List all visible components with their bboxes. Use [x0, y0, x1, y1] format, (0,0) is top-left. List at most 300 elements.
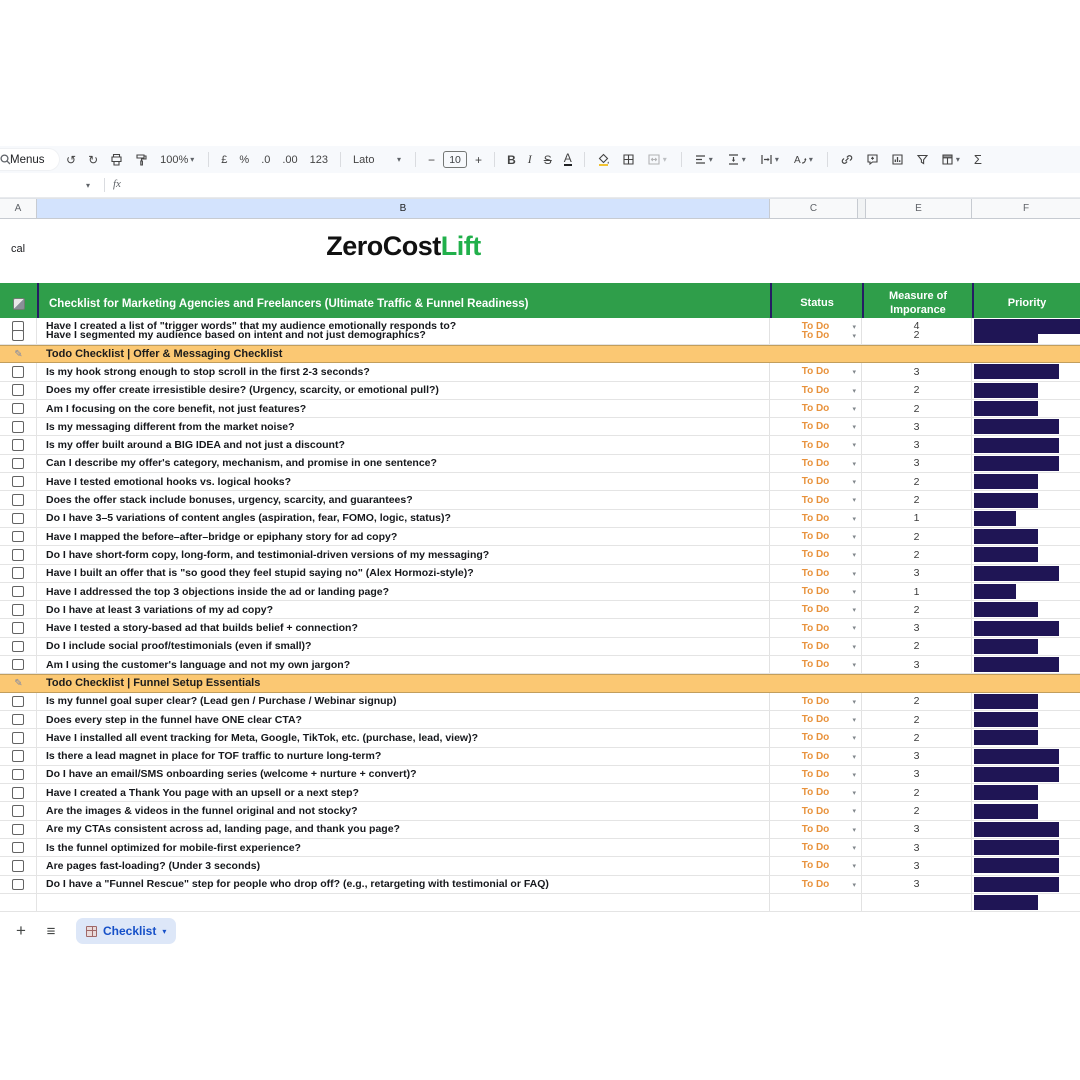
title-band	[0, 219, 1080, 283]
status-dropdown-icon[interactable]: ▾	[852, 533, 856, 541]
status-value: To Do	[801, 659, 830, 671]
question-cell-text: Are pages fast-loading? (Under 3 seconds)	[46, 859, 261, 872]
status-cell[interactable]	[770, 583, 862, 600]
status-cell[interactable]	[770, 821, 862, 838]
question-cell[interactable]	[37, 583, 770, 600]
priority-cell[interactable]	[972, 839, 1080, 856]
question-cell[interactable]	[37, 363, 770, 380]
question-cell[interactable]	[37, 693, 770, 710]
table-row	[0, 802, 1080, 820]
horizontal-align-icon[interactable]	[688, 149, 721, 171]
checkbox-cell	[0, 327, 37, 344]
status-cell[interactable]	[770, 510, 862, 527]
brand-black: ZeroCost	[326, 231, 441, 261]
status-dropdown-icon[interactable]: ▾	[852, 332, 856, 340]
font-size-input[interactable]: 10	[443, 151, 467, 168]
redo-icon[interactable]: ↻	[88, 152, 99, 167]
measure-cell[interactable]	[862, 400, 972, 417]
checkbox[interactable]	[12, 879, 24, 891]
paint-format-icon[interactable]	[129, 149, 154, 171]
priority-cell[interactable]	[972, 436, 1080, 453]
question-cell[interactable]	[37, 510, 770, 527]
measure-value: 2	[913, 329, 920, 342]
measure-cell[interactable]	[862, 565, 972, 582]
question-cell-text: Do I have short-form copy, long-form, and testimonial-driven versions of my messaging?	[46, 548, 490, 561]
status-dropdown-icon[interactable]: ▾	[852, 323, 856, 331]
status-dropdown-icon[interactable]: ▾	[852, 497, 856, 505]
priority-bar	[974, 401, 1038, 416]
priority-cell[interactable]	[972, 418, 1080, 435]
decrease-font-size-button[interactable]: −	[428, 152, 436, 167]
italic-button[interactable]: I	[527, 152, 532, 166]
bold-button[interactable]: B	[507, 152, 516, 167]
checkbox-cell	[0, 473, 37, 490]
priority-bar	[974, 383, 1038, 398]
checkbox-cell	[0, 546, 37, 563]
checkbox[interactable]	[12, 384, 24, 396]
priority-cell[interactable]	[972, 766, 1080, 783]
checkbox[interactable]	[12, 494, 24, 506]
priority-cell[interactable]	[972, 491, 1080, 508]
priority-cell[interactable]	[972, 693, 1080, 710]
question-cell[interactable]	[37, 766, 770, 783]
priority-bar	[974, 749, 1059, 764]
priority-cell[interactable]	[972, 327, 1080, 344]
checkbox[interactable]	[12, 366, 24, 378]
grid	[0, 320, 1080, 897]
insert-chart-icon[interactable]	[885, 149, 910, 171]
priority-cell[interactable]	[972, 455, 1080, 472]
status-value: To Do	[801, 512, 830, 524]
text-color-button[interactable]	[558, 149, 578, 171]
priority-cell[interactable]	[972, 656, 1080, 673]
measure-value: 2	[913, 731, 920, 744]
status-value: To Do	[801, 384, 830, 396]
priority-cell[interactable]	[972, 784, 1080, 801]
priority-cell[interactable]	[972, 473, 1080, 490]
zoom-button[interactable]	[154, 149, 202, 171]
priority-cell[interactable]	[972, 638, 1080, 655]
priority-cell[interactable]	[972, 748, 1080, 765]
status-dropdown-icon[interactable]: ▾	[852, 716, 856, 724]
status-dropdown-icon[interactable]: ▾	[852, 826, 856, 834]
checkbox[interactable]	[12, 622, 24, 634]
measure-value: 2	[913, 695, 920, 708]
checkbox[interactable]	[12, 513, 24, 525]
status-cell[interactable]	[770, 619, 862, 636]
status-value: To Do	[801, 768, 830, 780]
checkbox[interactable]	[12, 403, 24, 415]
question-cell[interactable]	[37, 528, 770, 545]
measure-cell[interactable]	[862, 601, 972, 618]
text-rotation-icon[interactable]	[787, 149, 821, 171]
measure-value: 3	[913, 750, 920, 763]
status-dropdown-icon[interactable]: ▾	[852, 460, 856, 468]
measure-cell[interactable]	[862, 455, 972, 472]
borders-icon[interactable]	[616, 149, 641, 171]
status-cell[interactable]	[770, 839, 862, 856]
sheet-tab-label: Checklist	[103, 924, 157, 938]
priority-cell[interactable]	[972, 876, 1080, 893]
status-cell[interactable]	[770, 748, 862, 765]
priority-bar	[974, 822, 1059, 837]
status-value: To Do	[801, 714, 830, 726]
priority-bar	[974, 493, 1038, 508]
status-dropdown-icon[interactable]: ▾	[852, 405, 856, 413]
status-cell[interactable]	[770, 418, 862, 435]
checkbox[interactable]	[12, 860, 24, 872]
table-header-priority-cell[interactable]: Priority	[972, 283, 1080, 325]
measure-cell[interactable]	[862, 748, 972, 765]
status-value: To Do	[801, 622, 830, 634]
status-cell[interactable]	[770, 400, 862, 417]
question-cell[interactable]	[37, 418, 770, 435]
checkbox[interactable]	[12, 567, 24, 579]
increase-font-size-button[interactable]: +	[475, 152, 483, 167]
question-cell-text: Does every step in the funnel have ONE clear CTA?	[46, 713, 302, 726]
measure-cell[interactable]	[862, 766, 972, 783]
question-cell[interactable]	[37, 436, 770, 453]
checkbox[interactable]	[12, 842, 24, 854]
status-dropdown-icon[interactable]: ▾	[852, 662, 856, 670]
chevron-down-icon: ▾	[774, 155, 779, 164]
question-cell-text: Are my CTAs consistent across ad, landing page, and thank you page?	[46, 823, 400, 836]
priority-cell[interactable]	[972, 821, 1080, 838]
checkbox-cell	[0, 363, 37, 380]
column-header-a[interactable]: A	[0, 199, 37, 218]
checkbox[interactable]	[12, 714, 24, 726]
status-value: To Do	[801, 476, 830, 488]
status-dropdown-icon[interactable]: ▾	[852, 424, 856, 432]
status-cell[interactable]	[770, 656, 862, 673]
checkbox[interactable]	[12, 604, 24, 616]
status-dropdown-icon[interactable]: ▾	[852, 442, 856, 450]
functions-sigma-icon[interactable]: Σ	[973, 152, 982, 167]
question-cell[interactable]	[37, 619, 770, 636]
table-row	[0, 510, 1080, 528]
checkbox[interactable]	[12, 769, 24, 781]
question-cell[interactable]	[37, 821, 770, 838]
question-cell-text: Do I have a "Funnel Rescue" step for people who drop off? (e.g., retargeting with testimonial or FAQ)	[46, 878, 549, 891]
measure-cell[interactable]	[862, 418, 972, 435]
checkbox[interactable]	[12, 787, 24, 799]
question-cell[interactable]	[37, 839, 770, 856]
checkbox[interactable]	[12, 458, 24, 470]
status-value: To Do	[801, 878, 830, 890]
status-dropdown-icon[interactable]: ▾	[852, 479, 856, 487]
vertical-align-icon[interactable]	[721, 149, 754, 171]
measure-cell[interactable]	[862, 656, 972, 673]
status-dropdown-icon[interactable]: ▾	[852, 753, 856, 761]
question-cell-text: Does my offer create irresistible desire? (Urgency, scarcity, or emotional pull?)	[46, 384, 439, 397]
status-dropdown-icon[interactable]: ▾	[852, 863, 856, 871]
chevron-down-icon: ▾	[808, 155, 813, 164]
measure-cell[interactable]	[862, 436, 972, 453]
question-cell-text: Am I using the customer's language and not my own jargon?	[46, 658, 351, 671]
font-select[interactable]	[347, 149, 409, 171]
insert-comment-icon[interactable]	[860, 149, 885, 171]
priority-cell	[972, 894, 1080, 911]
priority-cell[interactable]	[972, 619, 1080, 636]
status-cell[interactable]	[770, 546, 862, 563]
partial-top-row	[0, 318, 1080, 333]
checkbox-cell	[0, 857, 37, 874]
text-wrap-icon[interactable]	[754, 149, 787, 171]
table-row	[0, 857, 1080, 875]
priority-cell[interactable]	[972, 510, 1080, 527]
status-dropdown-icon[interactable]: ▾	[852, 881, 856, 889]
checkbox[interactable]	[12, 439, 24, 451]
checkbox-cell	[0, 821, 37, 838]
status-cell[interactable]	[770, 857, 862, 874]
question-cell[interactable]	[37, 876, 770, 893]
question-cell-text: Is the funnel optimized for mobile-first experience?	[46, 841, 301, 854]
question-cell-text: Do I have 3–5 variations of content angles (aspiration, fear, FOMO, logic, status)?	[46, 512, 451, 525]
checkbox-cell	[0, 693, 37, 710]
measure-cell[interactable]	[862, 510, 972, 527]
status-value: To Do	[801, 823, 830, 835]
measure-cell[interactable]	[862, 491, 972, 508]
checkbox[interactable]	[12, 659, 24, 671]
table-row	[0, 418, 1080, 436]
measure-cell[interactable]	[862, 784, 972, 801]
table-header-status-cell[interactable]: Status	[770, 283, 862, 325]
question-cell[interactable]	[37, 565, 770, 582]
status-dropdown-icon[interactable]: ▾	[852, 588, 856, 596]
status-dropdown-icon[interactable]: ▾	[852, 698, 856, 706]
checkbox[interactable]	[12, 805, 24, 817]
column-header-strip	[0, 198, 1080, 219]
priority-bar	[974, 804, 1038, 819]
column-header-c[interactable]	[770, 199, 858, 218]
status-dropdown-icon[interactable]: ▾	[852, 515, 856, 523]
question-cell[interactable]	[37, 546, 770, 563]
table-row	[0, 565, 1080, 583]
measure-cell[interactable]	[862, 876, 972, 893]
question-cell[interactable]	[37, 638, 770, 655]
sheet-table-icon	[86, 926, 97, 937]
status-cell[interactable]	[770, 729, 862, 746]
status-cell[interactable]	[770, 436, 862, 453]
percent-format-button[interactable]: %	[239, 153, 250, 166]
question-cell[interactable]	[37, 327, 770, 344]
status-cell[interactable]	[770, 638, 862, 655]
priority-cell[interactable]	[972, 565, 1080, 582]
measure-cell[interactable]	[862, 839, 972, 856]
measure-cell[interactable]	[862, 821, 972, 838]
checkbox[interactable]	[12, 549, 24, 561]
status-dropdown-icon[interactable]: ▾	[852, 808, 856, 816]
name-box-dropdown-icon[interactable]: ▾	[86, 181, 91, 190]
priority-bar	[974, 877, 1059, 892]
status-cell[interactable]	[770, 565, 862, 582]
checkbox[interactable]	[12, 732, 24, 744]
status-dropdown-icon[interactable]: ▾	[852, 387, 856, 395]
status-cell[interactable]	[770, 528, 862, 545]
status-dropdown-icon[interactable]: ▾	[852, 790, 856, 798]
status-cell[interactable]	[770, 382, 862, 399]
priority-bar	[974, 657, 1059, 672]
priority-bar	[974, 712, 1038, 727]
priority-cell[interactable]	[972, 528, 1080, 545]
status-dropdown-icon[interactable]: ▾	[852, 625, 856, 633]
question-cell[interactable]	[37, 748, 770, 765]
priority-bar	[974, 767, 1059, 782]
measure-cell[interactable]	[862, 327, 972, 344]
table-row	[0, 583, 1080, 601]
question-cell[interactable]	[37, 491, 770, 508]
priority-cell[interactable]	[972, 601, 1080, 618]
measure-cell[interactable]	[862, 729, 972, 746]
priority-cell[interactable]	[972, 583, 1080, 600]
increase-decimals-button[interactable]: .00	[282, 153, 298, 166]
insert-link-icon[interactable]	[834, 149, 860, 171]
filter-icon[interactable]	[910, 149, 935, 171]
table-row	[0, 638, 1080, 656]
fill-color-icon[interactable]	[591, 149, 616, 171]
priority-bar	[974, 895, 1038, 910]
status-dropdown-icon[interactable]: ▾	[852, 735, 856, 743]
print-icon[interactable]	[104, 149, 129, 171]
status-cell[interactable]	[770, 473, 862, 490]
status-dropdown-icon[interactable]: ▾	[852, 552, 856, 560]
measure-value: 2	[913, 805, 920, 818]
status-value: To Do	[801, 695, 830, 707]
priority-cell[interactable]	[972, 729, 1080, 746]
status-cell[interactable]	[770, 711, 862, 728]
status-value: To Do	[801, 457, 830, 469]
priority-cell[interactable]	[972, 400, 1080, 417]
status-cell[interactable]	[770, 876, 862, 893]
table-row	[0, 784, 1080, 802]
question-cell-text: Have I mapped the before–after–bridge or epiphany story for ad copy?	[46, 530, 398, 543]
question-cell-text: Is my messaging different from the market noise?	[46, 420, 295, 433]
decrease-decimals-button[interactable]: .0	[261, 153, 271, 166]
brand-title-cell[interactable]	[37, 231, 770, 262]
table-icon[interactable]	[935, 149, 968, 171]
status-dropdown-icon[interactable]: ▾	[852, 771, 856, 779]
checkbox[interactable]	[12, 586, 24, 598]
priority-cell[interactable]	[972, 546, 1080, 563]
status-dropdown-icon[interactable]: ▾	[852, 369, 856, 377]
status-cell[interactable]	[770, 784, 862, 801]
checkbox[interactable]	[12, 330, 24, 342]
status-cell[interactable]	[770, 327, 862, 344]
status-cell[interactable]	[770, 766, 862, 783]
question-cell[interactable]	[37, 382, 770, 399]
measure-value: 3	[913, 658, 920, 671]
question-cell[interactable]	[37, 802, 770, 819]
measure-cell[interactable]	[862, 528, 972, 545]
table-row	[0, 656, 1080, 674]
checkbox[interactable]	[12, 476, 24, 488]
priority-cell[interactable]	[972, 363, 1080, 380]
question-cell[interactable]	[37, 857, 770, 874]
measure-cell[interactable]	[862, 473, 972, 490]
table-header-title-cell[interactable]: Checklist for Marketing Agencies and Freelancers (Ultimate Traffic & Funnel Readiness)	[37, 283, 770, 325]
priority-cell[interactable]	[972, 711, 1080, 728]
checkbox[interactable]	[12, 696, 24, 708]
checkbox[interactable]	[12, 531, 24, 543]
checkbox[interactable]	[12, 824, 24, 836]
measure-cell[interactable]	[862, 363, 972, 380]
measure-cell[interactable]	[862, 638, 972, 655]
status-cell[interactable]	[770, 601, 862, 618]
question-cell[interactable]	[37, 473, 770, 490]
number-format-button[interactable]: 123	[309, 153, 329, 166]
measure-cell[interactable]	[862, 802, 972, 819]
measure-value: 2	[913, 384, 920, 397]
column-header-e[interactable]	[866, 199, 972, 218]
status-cell[interactable]	[770, 693, 862, 710]
column-header-b[interactable]: B	[37, 199, 770, 218]
table-row	[0, 619, 1080, 637]
measure-cell[interactable]	[862, 619, 972, 636]
status-dropdown-icon[interactable]: ▾	[852, 845, 856, 853]
section-header-row[interactable]	[0, 345, 1080, 363]
add-sheet-icon[interactable]: +	[16, 921, 26, 940]
menus-button[interactable]	[0, 149, 59, 170]
checkbox[interactable]	[12, 641, 24, 653]
column-header-f[interactable]: F	[1022, 203, 1030, 214]
measure-cell[interactable]	[862, 693, 972, 710]
question-cell[interactable]	[37, 656, 770, 673]
measure-cell[interactable]	[862, 711, 972, 728]
all-sheets-icon[interactable]: ≡	[46, 922, 56, 940]
priority-cell[interactable]	[972, 802, 1080, 819]
cell-a-text[interactable]: cal	[11, 243, 26, 255]
question-cell-text: Is my hook strong enough to stop scroll in the first 2-3 seconds?	[46, 365, 370, 378]
priority-cell[interactable]	[972, 857, 1080, 874]
measure-line2: Imporance	[890, 304, 946, 316]
question-cell[interactable]	[37, 729, 770, 746]
table-row	[0, 400, 1080, 418]
status-cell[interactable]	[770, 802, 862, 819]
checkbox[interactable]	[12, 750, 24, 762]
status-value: To Do	[801, 549, 830, 561]
table-row	[0, 473, 1080, 491]
question-cell[interactable]	[37, 455, 770, 472]
checkbox[interactable]	[12, 421, 24, 433]
currency-format-button[interactable]: £	[221, 153, 228, 166]
sheet-tab-checklist[interactable]	[76, 918, 176, 944]
question-cell[interactable]	[37, 400, 770, 417]
status-dropdown-icon[interactable]: ▾	[852, 643, 856, 651]
status-dropdown-icon[interactable]: ▾	[852, 570, 856, 578]
checkbox-cell	[0, 876, 37, 893]
hidden-column-d-gap[interactable]	[858, 199, 866, 218]
measure-value: 2	[913, 786, 920, 799]
question-cell[interactable]	[37, 784, 770, 801]
measure-cell[interactable]	[862, 857, 972, 874]
strikethrough-button[interactable]: S	[543, 152, 552, 167]
section-header-row[interactable]	[0, 674, 1080, 692]
undo-icon[interactable]: ↺	[66, 152, 77, 167]
question-cell[interactable]	[37, 601, 770, 618]
status-cell[interactable]	[770, 363, 862, 380]
status-dropdown-icon[interactable]: ▾	[852, 607, 856, 615]
measure-cell[interactable]	[862, 546, 972, 563]
status-cell[interactable]	[770, 455, 862, 472]
table-row	[0, 436, 1080, 454]
measure-cell[interactable]	[862, 382, 972, 399]
question-cell[interactable]	[37, 711, 770, 728]
measure-cell[interactable]	[862, 583, 972, 600]
merge-cells-icon[interactable]	[641, 149, 675, 171]
status-cell[interactable]	[770, 491, 862, 508]
checkbox-cell	[0, 418, 37, 435]
priority-cell[interactable]	[972, 382, 1080, 399]
